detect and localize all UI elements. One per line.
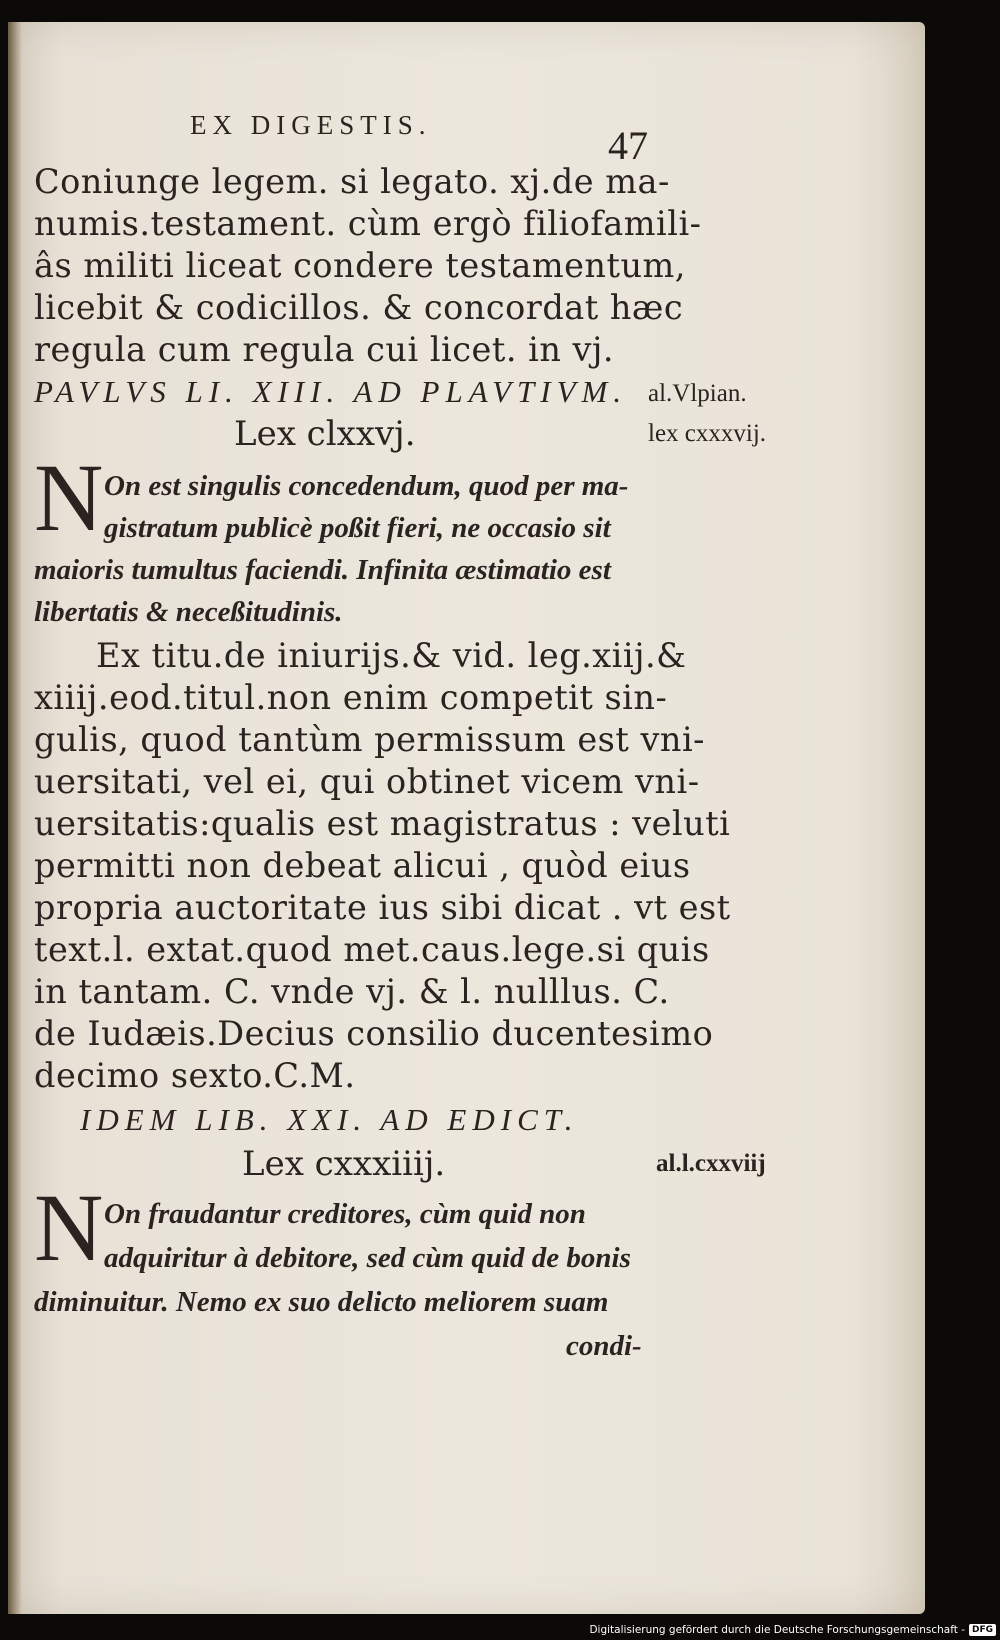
italic-text-line: maioris tumultus faciendi. Infinita æstimatio est xyxy=(34,554,611,586)
text-line: uersitatis:qualis est magistratus : veluti xyxy=(34,804,731,843)
italic-text-line: On est singulis concedendum, quod per ma- xyxy=(104,470,629,502)
italic-text-line: diminuitur. Nemo ex suo delicto meliorem suam xyxy=(34,1286,609,1318)
text-line: gulis, quod tantùm permissum est vni- xyxy=(34,720,705,759)
text-line: in tantam. C. vnde vj. & l. nulllus. C. xyxy=(34,972,670,1011)
lex-title: Lex clxxvj. xyxy=(234,414,416,454)
page-gutter xyxy=(8,22,22,1614)
text-line: xiiij.eod.titul.non enim competit sin- xyxy=(34,678,668,717)
dfg-logo: DFG xyxy=(969,1624,996,1636)
text-line: regula cum regula cui licet. in vj. xyxy=(34,330,615,369)
section-heading: IDEM LIB. XXI. AD EDICT. xyxy=(80,1102,579,1137)
margin-note: al.l.cxxviij xyxy=(656,1150,766,1177)
italic-text-line: On fraudantur creditores, cùm quid non xyxy=(104,1198,586,1230)
drop-capital: N xyxy=(34,1174,104,1281)
text-line: permitti non debeat alicui , quòd eius xyxy=(34,846,691,885)
text-line: de Iudæis.Decius consilio ducentesimo xyxy=(34,1014,714,1053)
digitization-credit xyxy=(589,1624,996,1636)
margin-note: lex cxxxvij. xyxy=(648,420,767,447)
credit-text: Digitalisierung gefördert durch die Deutsche Forschungsgemeinschaft - xyxy=(589,1624,965,1636)
running-title: EX DIGESTIS. xyxy=(190,110,432,140)
text-line: propria auctoritate ius sibi dicat . vt est xyxy=(34,888,731,927)
italic-text-line: libertatis & neceßitudinis. xyxy=(34,596,343,628)
section-heading: PAVLVS LI. XIII. AD PLAVTIVM. xyxy=(34,374,628,409)
drop-capital: N xyxy=(34,444,104,551)
page-number: 47 xyxy=(608,123,648,168)
text-line: licebit & codicillos. & concordat hæc xyxy=(34,288,684,327)
text-line: numis.testament. cùm ergò filiofamili- xyxy=(34,204,702,243)
text-line: text.l. extat.quod met.caus.lege.si quis xyxy=(34,930,710,969)
italic-text-line: gistratum publicè poßit fieri, ne occasio sit xyxy=(104,512,611,544)
text-line: Ex titu.de iniurijs.& vid. leg.xiij.& xyxy=(96,636,687,675)
book-page xyxy=(8,22,925,1614)
text-line: uersitati, vel ei, qui obtinet vicem vni- xyxy=(34,762,700,801)
text-line: Coniunge legem. si legato. xj.de ma- xyxy=(34,162,670,201)
text-line: âs militi liceat condere testamentum, xyxy=(34,246,686,285)
text-line: decimo sexto.C.M. xyxy=(34,1056,356,1095)
margin-note: al.Vlpian. xyxy=(648,380,747,407)
italic-text-line: adquiritur à debitore, sed cùm quid de bonis xyxy=(104,1242,631,1274)
catchword: condi- xyxy=(566,1330,642,1362)
lex-title: Lex cxxxiiij. xyxy=(242,1144,446,1184)
